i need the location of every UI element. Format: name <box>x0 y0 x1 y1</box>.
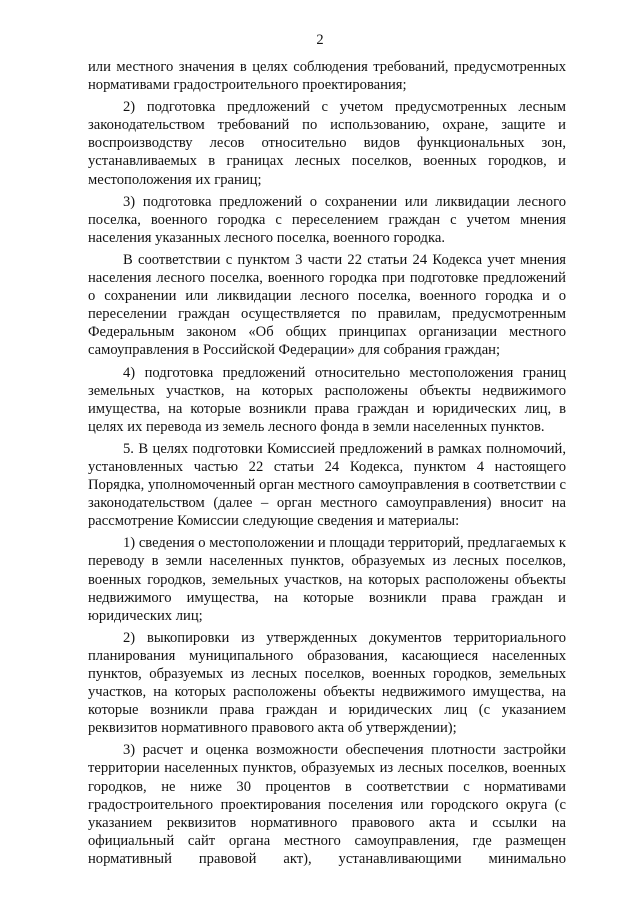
paragraph-subitem-1: 1) сведения о местоположении и площади территорий, предлагаемых к переводу в земли населенных пунктов, образуемых из лесных поселков, военных городков, земельных участков, на которых расположены объекты недвижимого имущества, на которые возникли права граждан и юридических лиц; <box>88 535 566 624</box>
paragraph-clause-5: 5. В целях подготовки Комиссией предложений в рамках полномочий, установленных частью 22 статьи 24 Кодекса, пунктом 4 настоящего Порядка, уполномоченный орган местного самоуправления в соответствии с законодательством (далее – орган местного самоуправления) вносит на рассмотрение Комиссии следующие сведения и материалы: <box>88 440 566 530</box>
paragraph-item-4: 4) подготовка предложений относительно местоположения границ земельных участков, на которых расположены объекты недвижимого имущества, на которые возникли права граждан и юридических лиц, в целях их перевода из земель лесного фонда в земли населенных пунктов. <box>88 364 566 435</box>
paragraph-continuation: или местного значения в целях соблюдения требований, предусмотренных нормативами градостроительного проектирования; <box>88 59 566 94</box>
paragraph-item-2: 2) подготовка предложений с учетом предусмотренных лесным законодательством требований по использованию, охране, защите и воспроизводству лесов относительно видов функциональных зон, устанавливаемых в границах лесных поселков, военных городков, и местоположения их границ; <box>88 99 566 188</box>
document-body <box>88 58 566 872</box>
paragraph-item-3: 3) подготовка предложений о сохранении или ликвидации лесного поселка, военного городка с переселением граждан с учетом мнения населения указанных лесного поселка, военного городка. <box>88 193 566 246</box>
paragraph-resident-opinion: В соответствии с пунктом 3 части 22 статьи 24 Кодекса учет мнения населения лесного поселка, военного городка при подготовке предложений о сохранении или ликвидации лесного поселка, военного городка и о переселении граждан осуществляется по правилам, предусмотренным Федеральным законом «Об общих принципах организации местного самоуправления в Российской Федерации» для собрания граждан; <box>88 251 566 359</box>
paragraph-subitem-2: 2) выкопировки из утвержденных документов территориального планирования муниципального образования, касающиеся населенных пунктов, образуемых из лесных поселков, военных городков, земельных участков, на которых расположены объекты недвижимого имущества, на которые возникли права граждан и юридических лиц (с указанием реквизитов нормативного правового акта об утверждении); <box>88 629 566 737</box>
paragraph-subitem-3: 3) расчет и оценка возможности обеспечения плотности застройки территории населенных пунктов, образуемых из лесных поселков, военных городков, не ниже 30 процентов в соответствии с нормативами градостроительного проектирования поселения или городского округа (с указанием реквизитов нормативного правового акта и ссылки на официальный сайт органа местного самоуправления, где размещен нормативный правовой акт), устанавливающими минимально <box>88 742 566 867</box>
page-number: 2 <box>316 32 324 48</box>
